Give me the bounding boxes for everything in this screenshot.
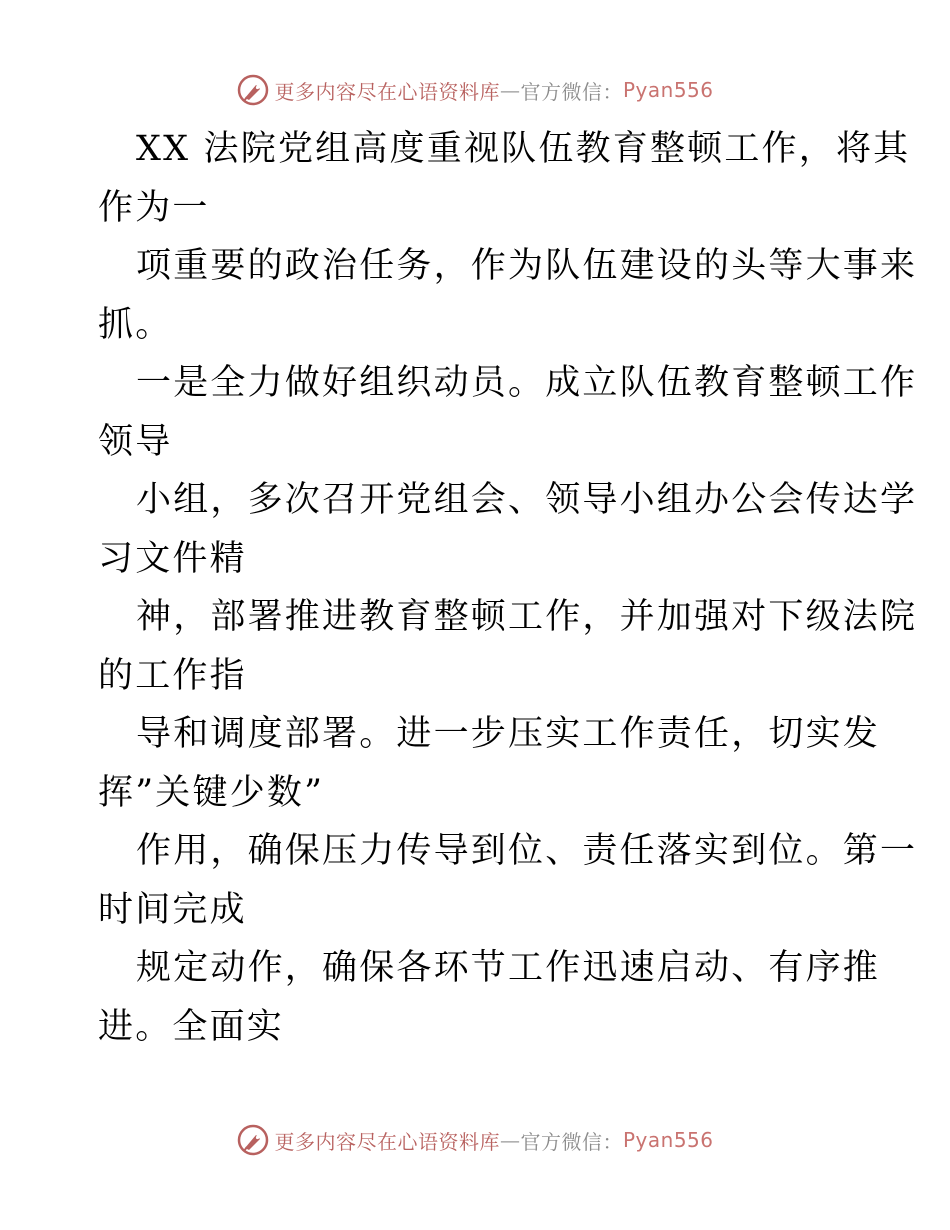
watermark-label: 官方微信： xyxy=(520,79,623,104)
pen-nib-logo-icon xyxy=(236,73,270,107)
text-line: 时间完成 xyxy=(98,889,247,930)
watermark-site: 更多内容尽在心语资料库 xyxy=(274,79,500,104)
text-line: 抓。 xyxy=(98,304,173,345)
text-line: 作用，确保压力传导到位、责任落实到位。第一 xyxy=(136,831,918,871)
header-watermark xyxy=(0,70,950,110)
text-line: 一是全力做好组织动员。成立队伍教育整顿工作 xyxy=(136,363,918,403)
text-line: 的工作指 xyxy=(98,655,247,696)
text-line: 领导 xyxy=(98,421,173,462)
pen-nib-logo-icon xyxy=(236,1123,270,1157)
text-line: 小组，多次召开党组会、领导小组办公会传达学 xyxy=(136,480,918,520)
text-line: 规定动作，确保各环节工作迅速启动、有序推 xyxy=(136,948,881,988)
watermark-site: 更多内容尽在心语资料库 xyxy=(274,1129,500,1154)
watermark-account: Pyan556 xyxy=(622,1128,714,1152)
watermark-account: Pyan556 xyxy=(622,78,714,102)
text-line: 习文件精 xyxy=(98,538,247,579)
watermark-separator: — xyxy=(499,1128,521,1152)
document-body xyxy=(98,120,918,1056)
text-line: 挥”关键少数” xyxy=(98,772,325,813)
text-line: XX 法院党组高度重视队伍教育整顿工作，将其 xyxy=(136,129,911,169)
text-line: 进。全面实 xyxy=(98,1006,285,1047)
footer-watermark xyxy=(0,1120,950,1160)
text-line: 项重要的政治任务，作为队伍建设的头等大事来 xyxy=(136,246,918,286)
watermark-separator: — xyxy=(499,78,521,102)
text-line: 导和调度部署。进一步压实工作责任，切实发 xyxy=(136,714,881,754)
text-line: 神，部署推进教育整顿工作，并加强对下级法院 xyxy=(136,597,918,637)
watermark-label: 官方微信： xyxy=(520,1129,623,1154)
text-line: 作为一 xyxy=(98,187,210,228)
